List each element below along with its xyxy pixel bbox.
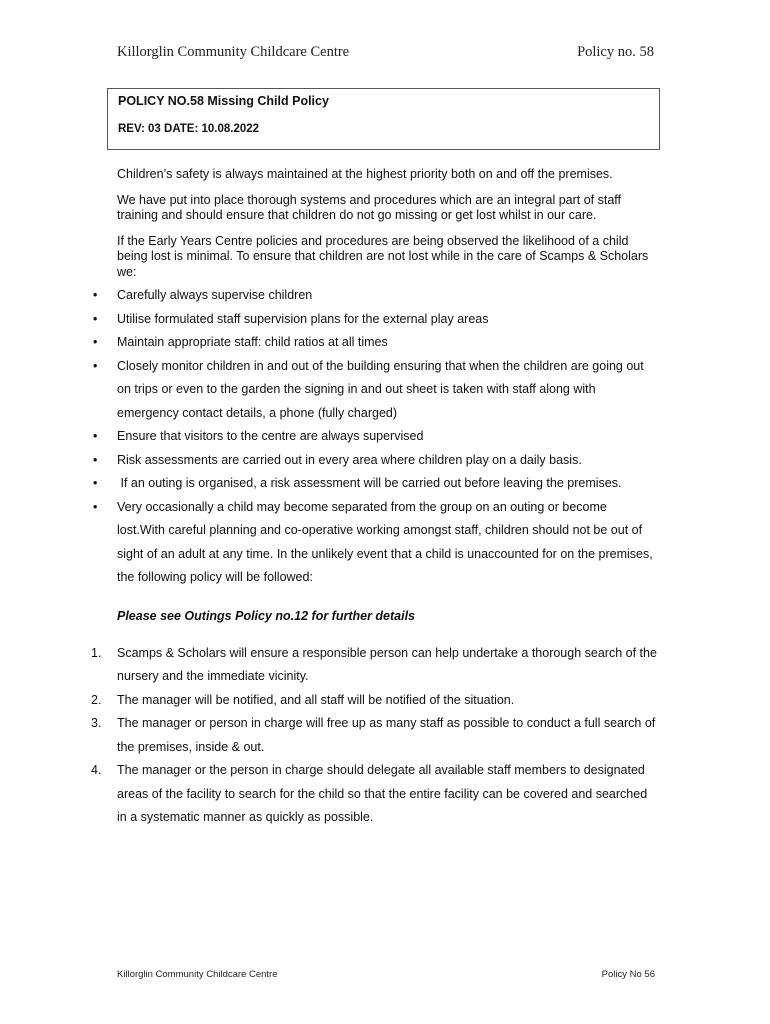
bullet-icon: • <box>93 288 98 302</box>
systems-paragraph: We have put into place thorough systems and procedures which are an integral part of staff training and should ensure that children do not go missing or get lost whilst in our care. <box>117 192 621 222</box>
step-number: 4. <box>91 763 102 777</box>
list-item <box>91 689 657 713</box>
policy-body <box>91 167 657 830</box>
list-item: • Risk assessments are carried out in every area where children play on a daily basis. <box>117 449 657 473</box>
list-item: • Closely monitor children in and out of the building ensuring that when the children are going out on trips or even to the garden the signing in and out sheet is taken with staff along with emergency contact details, a phone (fully charged) <box>117 355 657 426</box>
missing-child-procedure-list <box>91 642 657 830</box>
step-text: The manager will be notified, and all staff will be notified of the situation. <box>117 692 515 707</box>
bullet-icon: • <box>93 335 98 349</box>
header-policy-number: Policy no. 58 <box>577 44 654 60</box>
step-text: The manager or the person in charge should delegate all available staff members to designated areas of the facility to search for the child so that the entire facility can be covered and searched in a systematic manner as quickly as possible. <box>117 763 648 824</box>
procedures-paragraph: If the Early Years Centre policies and procedures are being observed the likelihood of a child being lost is minimal. To ensure that children are not lost while in the care of Scamps & Scholars we: <box>117 233 649 279</box>
policy-title: POLICY NO.58 Missing Child Policy <box>118 94 329 108</box>
header-org-name: Killorglin Community Childcare Centre <box>117 44 350 60</box>
list-item: • Ensure that visitors to the centre are always supervised <box>117 425 657 449</box>
policy-revision: REV: 03 DATE: 10.08.2022 <box>118 123 260 135</box>
list-item <box>91 642 657 689</box>
footer-policy-number: Policy No 56 <box>601 969 655 980</box>
intro-paragraph: Children’s safety is always maintained at the highest priority both on and off the premises. <box>117 167 613 181</box>
measures-list <box>93 284 657 590</box>
step-text: The manager or person in charge will free up as many staff as possible to conduct a full search of the premises, inside & out. <box>117 716 656 754</box>
list-item: • Utilise formulated staff supervision plans for the external play areas <box>117 308 657 332</box>
bullet-icon: • <box>93 499 98 514</box>
step-number: 1. <box>91 645 102 660</box>
step-number: 2. <box>91 692 102 707</box>
policy-title-box <box>107 88 660 150</box>
bullet-icon: • <box>93 429 98 443</box>
step-text: Scamps & Scholars will ensure a responsible person can help undertake a thorough search of the nursery and the immediate vicinity. <box>117 645 657 683</box>
page-footer <box>117 969 655 980</box>
list-item <box>91 712 657 759</box>
bullet-icon: • <box>93 452 98 467</box>
list-item <box>91 759 657 830</box>
page-header <box>117 44 654 61</box>
step-number: 3. <box>91 716 102 730</box>
list-item: • Very occasionally a child may become separated from the group on an outing or become lost.With careful planning and co-operative working amongst staff, children should not be out of sight of an adult at any time. In the unlikely event that a child is unaccounted for on the premises, the following policy will be followed: <box>117 496 657 590</box>
bullet-icon: • <box>93 358 98 373</box>
bullet-icon: • <box>93 476 98 490</box>
outings-policy-note: Please see Outings Policy no.12 for further details <box>117 608 416 623</box>
footer-org-name: Killorglin Community Childcare Centre <box>117 969 278 980</box>
list-item: • If an outing is organised, a risk assessment will be carried out before leaving the premises. <box>117 472 657 496</box>
list-item: • Carefully always supervise children <box>117 284 657 308</box>
bullet-icon: • <box>93 311 98 326</box>
list-item: • Maintain appropriate staff: child ratios at all times <box>117 331 657 355</box>
